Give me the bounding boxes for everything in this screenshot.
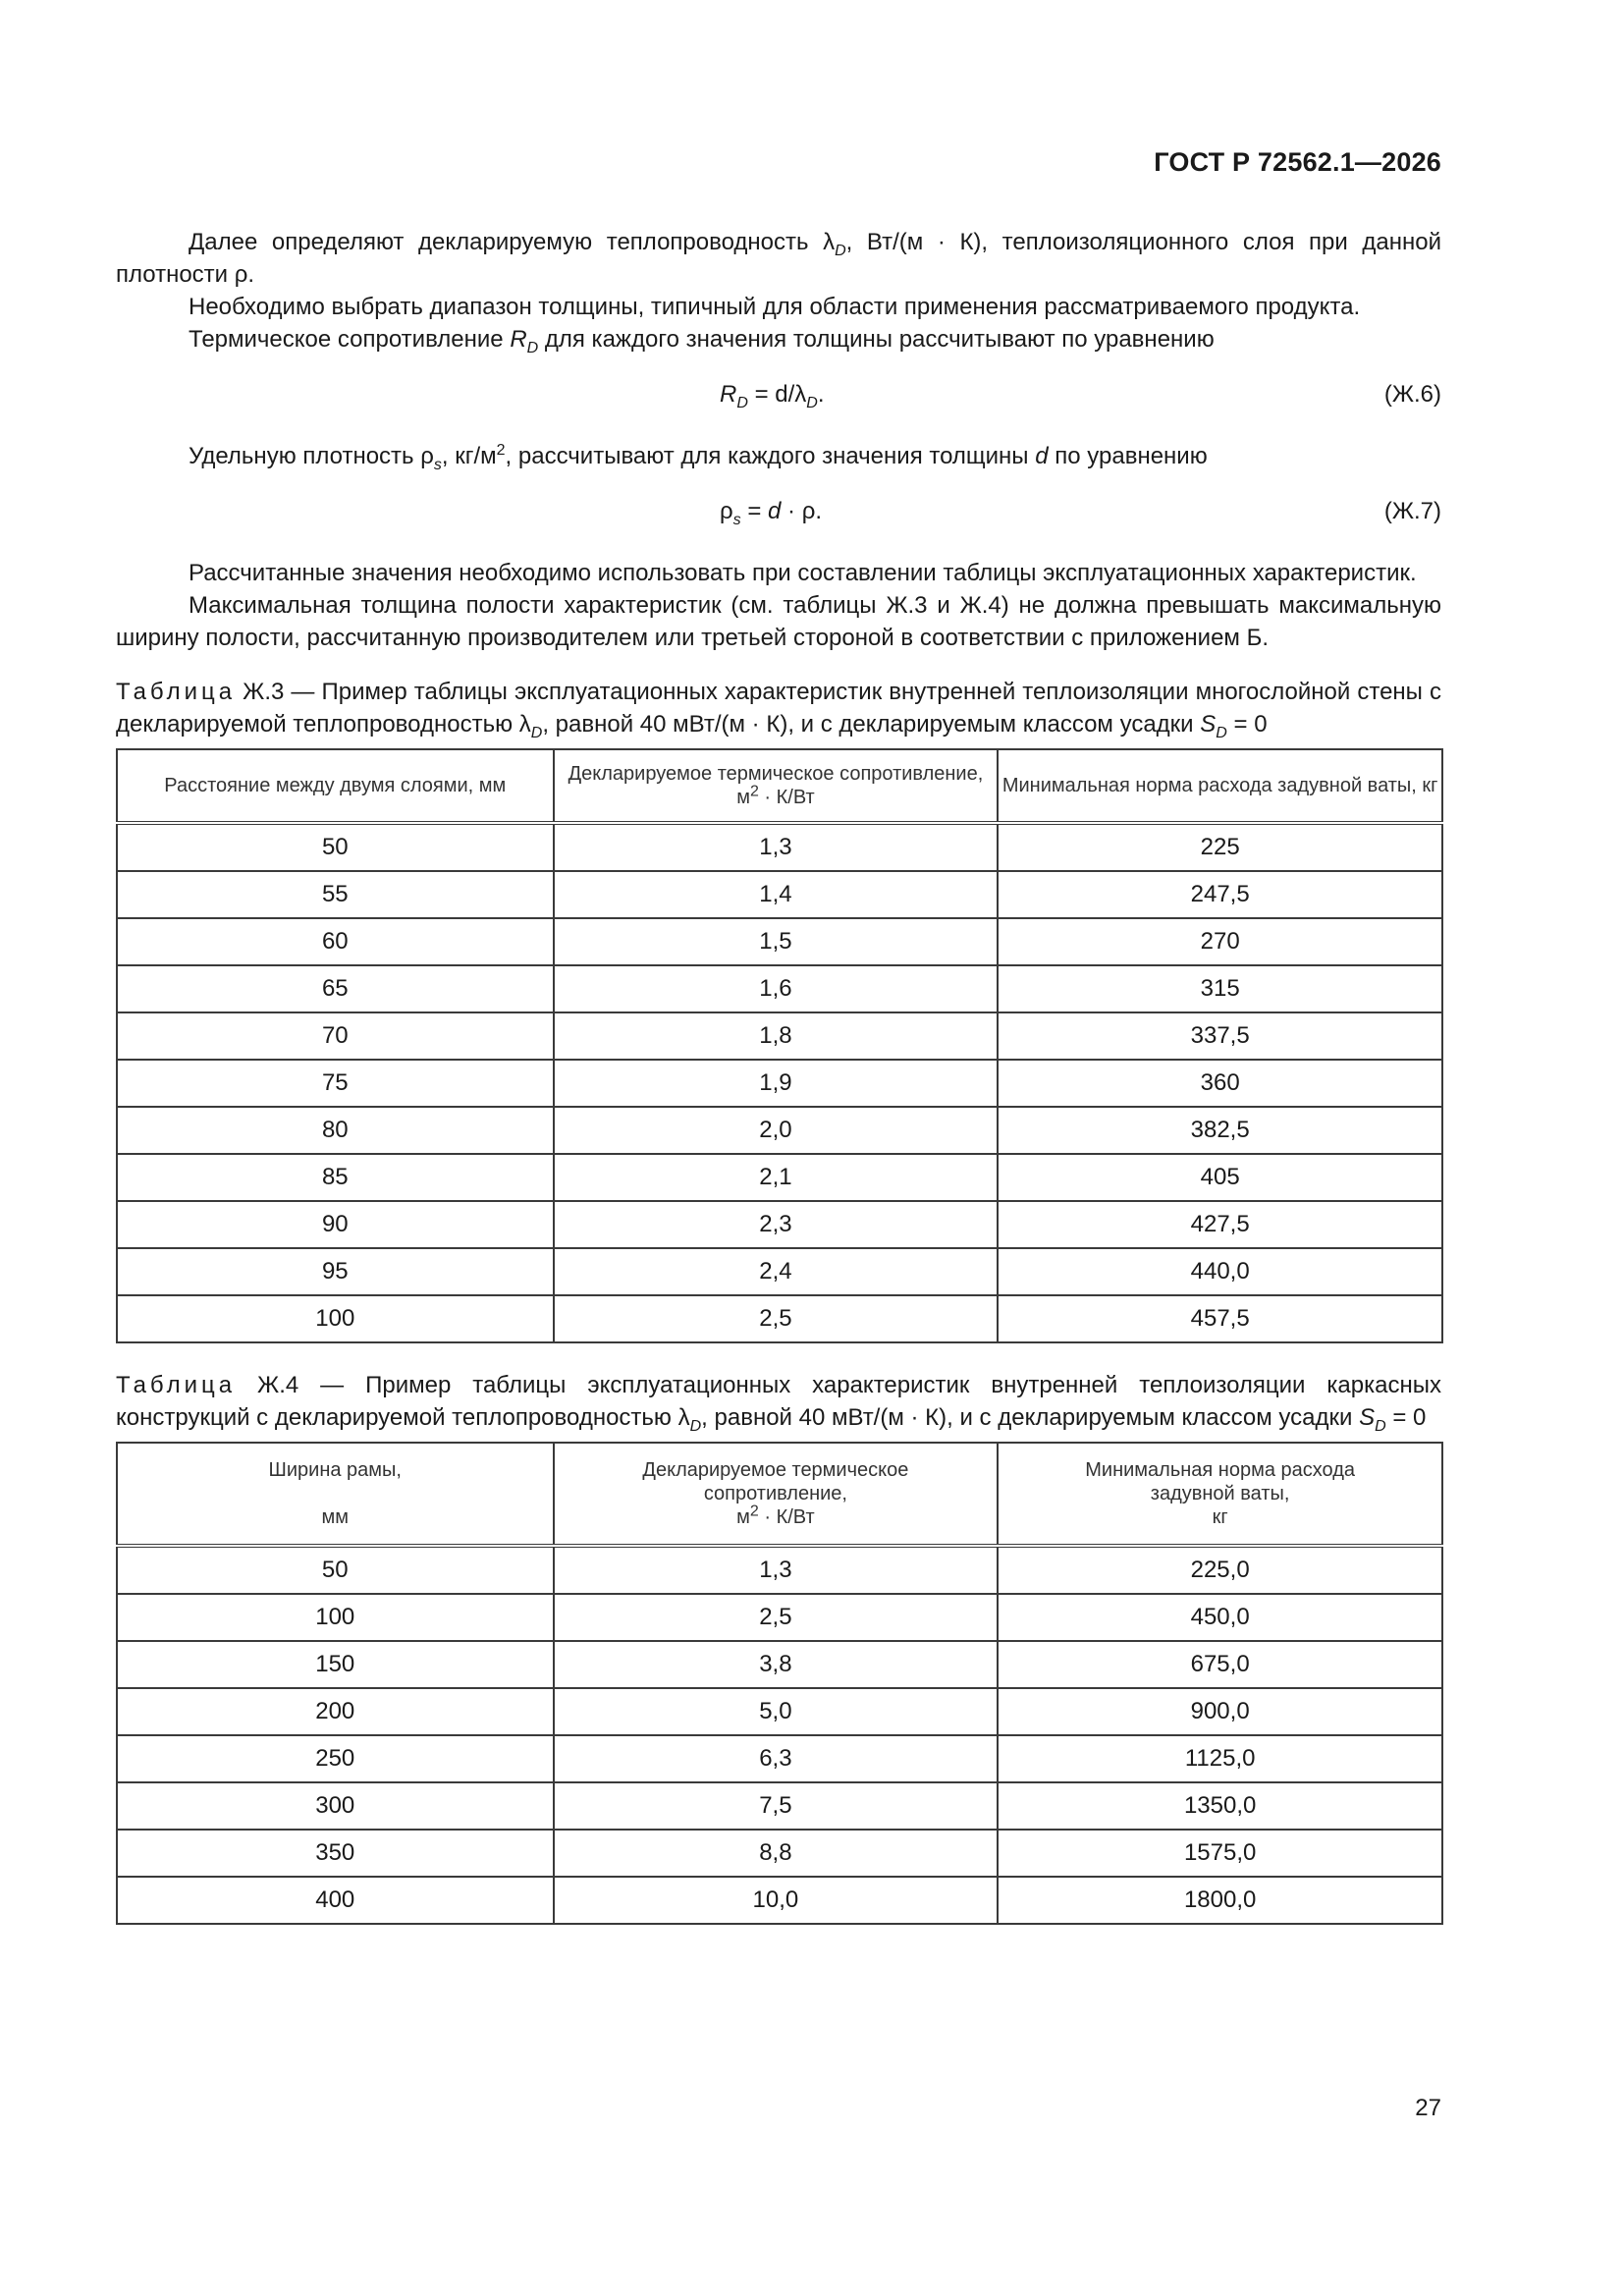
table-cell: 10,0 — [554, 1877, 999, 1924]
subscript: D — [526, 339, 539, 356]
table-cell: 382,5 — [998, 1107, 1442, 1154]
table-cell: 247,5 — [998, 871, 1442, 918]
table-row — [117, 1735, 1442, 1782]
text: , рассчитывают для каждого значения толщины — [505, 443, 1036, 469]
table-cell: 50 — [117, 823, 554, 871]
table-cell: 1350,0 — [998, 1782, 1442, 1830]
table-caption: Таблица Ж.3 — Пример таблицы эксплуатационных характеристик внутренней теплоизоляции многослойной стены с декларируемой теплопроводностью $\lambda_D$, равной 40 мВт/(м · К), и с декларируемым классом усадки $S_D = 0$ — [116, 679, 1441, 741]
paragraph — [116, 323, 1441, 355]
table-cell: 225 — [998, 823, 1442, 871]
table-row — [117, 1782, 1442, 1830]
table-row — [117, 1546, 1442, 1594]
text: , кг/м — [441, 443, 497, 469]
paragraph — [116, 226, 1441, 291]
table-row — [117, 871, 1442, 918]
table-cell: 300 — [117, 1782, 554, 1830]
table-cell: 1,3 — [554, 1546, 999, 1594]
column-header: Минимальная норма расхода задувной ваты, кг — [998, 1443, 1442, 1546]
table-body — [117, 823, 1442, 1342]
table-row — [117, 1201, 1442, 1248]
subscript: s — [433, 456, 442, 473]
table-cell: 1,9 — [554, 1060, 999, 1107]
table-row — [117, 1012, 1442, 1060]
table-row — [117, 1641, 1442, 1688]
table-cell: 405 — [998, 1154, 1442, 1201]
table-cell: 7,5 — [554, 1782, 999, 1830]
table-zh3 — [116, 748, 1443, 1343]
table-cell: 80 — [117, 1107, 554, 1154]
paragraph: Максимальная толщина полости характеристик (см. таблицы Ж.3 и Ж.4) не должна превышать максимальную ширину полости, рассчитанную производителем или третьей стороной в соответствии с приложением Б. — [116, 592, 1441, 651]
table-cell: 150 — [117, 1641, 554, 1688]
table-cell: 250 — [117, 1735, 554, 1782]
table-cell: 337,5 — [998, 1012, 1442, 1060]
text: Термическое сопротивление — [189, 326, 511, 353]
table-row — [117, 1688, 1442, 1735]
table-cell: 70 — [117, 1012, 554, 1060]
table-cell: 75 — [117, 1060, 554, 1107]
table-cell: 50 — [117, 1546, 554, 1594]
column-header: Ширина рамы, мм — [117, 1443, 554, 1546]
table-cell: 1125,0 — [998, 1735, 1442, 1782]
table-cell: 3,8 — [554, 1641, 999, 1688]
caption-label: Таблица — [116, 679, 237, 705]
table-cell: 2,1 — [554, 1154, 999, 1201]
formula-zh7 — [116, 494, 1441, 535]
table-row — [117, 965, 1442, 1012]
table-cell: 90 — [117, 1201, 554, 1248]
table-row — [117, 1830, 1442, 1877]
table-cell: 2,3 — [554, 1201, 999, 1248]
table-cell: 360 — [998, 1060, 1442, 1107]
table-row — [117, 1295, 1442, 1342]
table-cell: 457,5 — [998, 1295, 1442, 1342]
table-cell: 6,3 — [554, 1735, 999, 1782]
table-cell: 900,0 — [998, 1688, 1442, 1735]
table-row — [117, 1107, 1442, 1154]
table-cell: 95 — [117, 1248, 554, 1295]
formula-body: $R_D = d/\lambda_D$. — [720, 381, 825, 411]
table-cell: 1,5 — [554, 918, 999, 965]
column-header: Декларируемое термическое сопротивление, $м^2 \cdot К/Вт$ — [554, 749, 999, 823]
formula-zh6 — [116, 377, 1441, 418]
table-cell: 2,0 — [554, 1107, 999, 1154]
superscript: 2 — [496, 442, 506, 459]
table-cell: 2,5 — [554, 1295, 999, 1342]
table-cell: 100 — [117, 1594, 554, 1641]
formula-body: $\rho_s = d \cdot \rho$. — [720, 498, 823, 528]
text: по уравнению — [1048, 443, 1208, 469]
table-cell: 2,5 — [554, 1594, 999, 1641]
table-cell: 1575,0 — [998, 1830, 1442, 1877]
table-cell: 270 — [998, 918, 1442, 965]
column-header: Декларируемое термическое сопротивление, $м^2 \cdot К/Вт$ — [554, 1443, 999, 1546]
table-cell: 440,0 — [998, 1248, 1442, 1295]
column-header: Расстояние между двумя слоями, мм — [117, 749, 554, 823]
paragraph: Рассчитанные значения необходимо использовать при составлении таблицы эксплуатационных характеристик. — [189, 560, 1417, 586]
table-row — [117, 918, 1442, 965]
table-cell: 60 — [117, 918, 554, 965]
page-body — [116, 226, 1441, 1925]
table-row — [117, 1594, 1442, 1641]
table-cell: 225,0 — [998, 1546, 1442, 1594]
table-cell: 85 — [117, 1154, 554, 1201]
formula-number: (Ж.7) — [1383, 498, 1441, 524]
table-row — [117, 1877, 1442, 1924]
document-number: ГОСТ Р 72562.1—2026 — [1154, 147, 1441, 177]
table-cell: 1,3 — [554, 823, 999, 871]
table-body — [117, 1546, 1442, 1924]
paragraph — [116, 440, 1441, 472]
text: Далее определяют декларируемую теплопроводность λ — [189, 229, 836, 255]
table-cell: 200 — [117, 1688, 554, 1735]
column-header: Минимальная норма расхода задувной ваты, кг — [998, 749, 1442, 823]
table-cell: 8,8 — [554, 1830, 999, 1877]
table-cell: 100 — [117, 1295, 554, 1342]
text: Удельную плотность ρ — [189, 443, 434, 469]
table-zh4 — [116, 1442, 1443, 1925]
table-cell: 450,0 — [998, 1594, 1442, 1641]
table-cell: 350 — [117, 1830, 554, 1877]
table-cell: 65 — [117, 965, 554, 1012]
variable: d — [1035, 443, 1049, 469]
table-header-row — [117, 749, 1442, 823]
caption-label: Таблица — [116, 1372, 237, 1398]
table-row — [117, 1154, 1442, 1201]
page-number: 27 — [1415, 2095, 1441, 2121]
table-cell: 55 — [117, 871, 554, 918]
table-cell: 1,8 — [554, 1012, 999, 1060]
table-caption: Таблица Ж.4 — Пример таблицы эксплуатационных характеристик внутренней теплоизоляции каркасных конструкций с декларируемой теплопроводностью $\lambda_D$, равной 40 мВт/(м · К), и с декларируемым классом усадки $S_D = 0$ — [116, 1372, 1441, 1435]
text: , Вт/(м · К), теплоизоляционного слоя при данной плотности ρ. — [116, 229, 1441, 288]
table-cell: 675,0 — [998, 1641, 1442, 1688]
table-cell: 1,4 — [554, 871, 999, 918]
variable: R — [510, 326, 527, 353]
table-cell: 1800,0 — [998, 1877, 1442, 1924]
paragraph: Необходимо выбрать диапазон толщины, типичный для области применения рассматриваемого продукта. — [189, 294, 1361, 320]
table-cell: 315 — [998, 965, 1442, 1012]
table-cell: 5,0 — [554, 1688, 999, 1735]
formula-number: (Ж.6) — [1383, 381, 1441, 408]
text: для каждого значения толщины рассчитывают по уравнению — [538, 326, 1215, 353]
table-row — [117, 1248, 1442, 1295]
table-header-row — [117, 1443, 1442, 1546]
table-cell: 400 — [117, 1877, 554, 1924]
subscript: D — [835, 242, 846, 259]
table-row — [117, 1060, 1442, 1107]
table-cell: 1,6 — [554, 965, 999, 1012]
table-cell: 427,5 — [998, 1201, 1442, 1248]
table-cell: 2,4 — [554, 1248, 999, 1295]
table-row — [117, 823, 1442, 871]
